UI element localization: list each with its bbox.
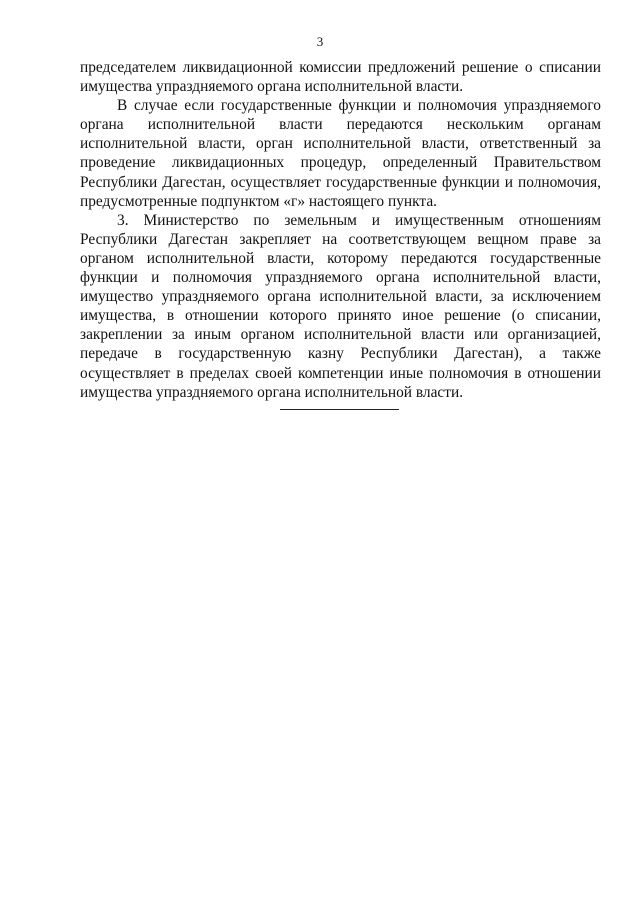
paragraph-item-3: 3. Министерство по земельным и имущественным отношениям Республики Дагестан закрепляет на соответствующем вещном праве за органом исполнительной власти, которому передаются государственные функции и полномочия упраздняемого органа исполнительной власти, имущество упраздняемого органа исполнительной власти, за исключением имущества, в отношении которого принято иное решение (о списании, закреплении за иным органом исполнительной власти или организацией, передаче в государственную казну Республики Дагестан), а также осуществляет в пределах своей компетенции иные полномочия в отношении имущества упраздняемого органа исполнительной власти.	[80, 211, 601, 401]
paragraph-continuation: председателем ликвидационной комиссии предложений решение о списании имущества упраздняемого органа исполнительной власти.	[80, 59, 601, 96]
end-separator-line	[280, 409, 399, 410]
document-body	[80, 58, 601, 402]
paragraph-transfer-of-functions: В случае если государственные функции и полномочия упраздняемого органа исполнительной власти передаются нескольким органам исполнительной власти, орган исполнительной власти, ответственный за проведение ликвидационных процедур, определенный Правительством Республики Дагестан, осуществляет государственные функции и полномочия, предусмотренные подпунктом «г» настоящего пункта.	[80, 97, 601, 210]
page-number: 3	[316, 34, 324, 49]
